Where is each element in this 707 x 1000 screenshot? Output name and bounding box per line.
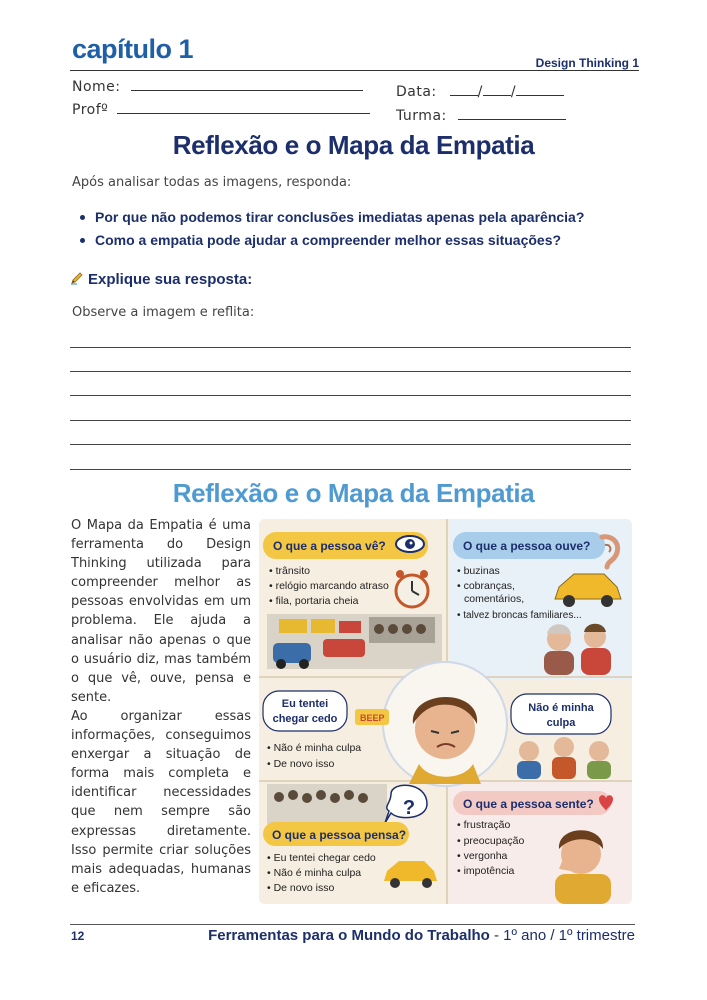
says-right-line: Não é minha — [528, 702, 594, 714]
eye-icon — [396, 536, 424, 552]
crowd-illustration — [267, 784, 387, 824]
date-day-line — [450, 82, 478, 96]
feels-item: • preocupação — [457, 835, 525, 847]
page-number: 12 — [71, 929, 85, 943]
family-illustration — [517, 737, 611, 779]
observe-instruction: Observe a imagem e reflita: — [72, 305, 255, 320]
teacher-label: Profº — [72, 102, 109, 118]
date-separator: / — [510, 84, 517, 100]
hears-item: comentários, — [464, 593, 525, 605]
class-label: Turma: — [396, 108, 447, 124]
section2-title: Reflexão e o Mapa da Empatia — [172, 478, 535, 508]
svg-text:?: ? — [402, 797, 416, 819]
feels-title: O que a pessoa sente? — [463, 797, 594, 811]
feels-item: • vergonha — [457, 850, 508, 862]
traffic-scene — [267, 614, 442, 669]
section2-body — [71, 516, 251, 898]
teacher-field[interactable] — [72, 100, 370, 118]
body-paragraph: O Mapa da Empatia é uma ferramenta do Design Thinking utilizada para compreender melhor as pessoas envolvidas em um problema. Ele ajuda a analisar não apenas o que o usuário diz, mas também o que vê, ouve, pensa e sente. — [71, 518, 251, 705]
name-line — [131, 77, 363, 91]
footer-divider — [70, 924, 635, 925]
empathy-map-illustration — [259, 519, 632, 904]
footer-book-title: Ferramentas para o Mundo do Trabalho — [208, 927, 490, 944]
footer-title — [208, 927, 635, 944]
class-field[interactable] — [396, 106, 566, 124]
question-item: Por que não podemos tirar conclusões imediatas apenas pela aparência? — [80, 209, 584, 225]
sees-title: O que a pessoa vê? — [273, 539, 386, 553]
thinks-item: • De novo isso — [267, 882, 335, 894]
class-line — [458, 106, 566, 120]
teacher-line — [117, 100, 370, 114]
date-month-line — [483, 82, 511, 96]
answer-line[interactable] — [70, 371, 631, 372]
thinks-item: • Não é minha culpa — [267, 867, 362, 879]
sees-item: • relógio marcando atraso — [269, 580, 389, 592]
feels-item: • frustração — [457, 819, 511, 831]
date-field[interactable] — [396, 82, 564, 100]
body-paragraph: Ao organizar essas informações, conseguimos enxergar a situação de forma mais completa e identificar necessidades que nem sempre são expressas diretamente. Isso permite criar soluções mais adequadas, humanas e eficazes. — [71, 708, 251, 896]
answer-line[interactable] — [70, 469, 631, 470]
date-year-line — [516, 82, 564, 96]
answer-line[interactable] — [70, 444, 631, 445]
thinks-title: O que a pessoa pensa? — [272, 828, 407, 842]
pencil-icon — [70, 271, 84, 285]
name-field[interactable] — [72, 77, 363, 95]
says-left-line: chegar cedo — [272, 713, 338, 725]
sees-item: • fila, portaria cheia — [269, 595, 359, 607]
beep-text: BEEP — [360, 713, 385, 723]
date-label: Data: — [396, 84, 437, 100]
explain-heading — [70, 271, 252, 288]
section1-title: Reflexão e o Mapa da Empatia — [172, 130, 535, 160]
hears-title: O que a pessoa ouve? — [463, 539, 591, 553]
says-left-line: Eu tentei — [281, 698, 329, 710]
explain-title: Explique sua resposta: — [88, 271, 253, 288]
section1-intro: Após analisar todas as imagens, responda: — [72, 175, 352, 190]
hears-item: • cobranças, — [457, 580, 515, 592]
footer-suffix: - 1º ano / 1º trimestre — [489, 927, 635, 944]
sees-item: • trânsito — [269, 565, 311, 577]
thinks-item: • Eu tentei chegar cedo — [267, 852, 376, 864]
feels-item: • impotência — [457, 865, 515, 877]
series-label: Design Thinking 1 — [535, 56, 639, 70]
hears-item: • talvez broncas familiares... — [457, 610, 582, 621]
says-right-line: culpa — [546, 717, 576, 729]
question-list — [80, 209, 584, 255]
answer-line[interactable] — [70, 420, 631, 421]
clock-icon — [396, 570, 428, 607]
date-separator: / — [477, 84, 483, 100]
question-item: Como a empatia pode ajudar a compreender melhor essas situações? — [80, 232, 584, 248]
name-label: Nome: — [72, 79, 121, 95]
says-left-item: • Não é minha culpa — [267, 742, 362, 754]
chapter-title: capítulo 1 — [72, 34, 194, 64]
answer-line[interactable] — [70, 347, 631, 348]
says-left-item: • De novo isso — [267, 758, 335, 770]
answer-line[interactable] — [70, 395, 631, 396]
says-left-bubble — [263, 691, 347, 731]
hears-item: • buzinas — [457, 565, 500, 577]
header-divider — [70, 70, 639, 71]
